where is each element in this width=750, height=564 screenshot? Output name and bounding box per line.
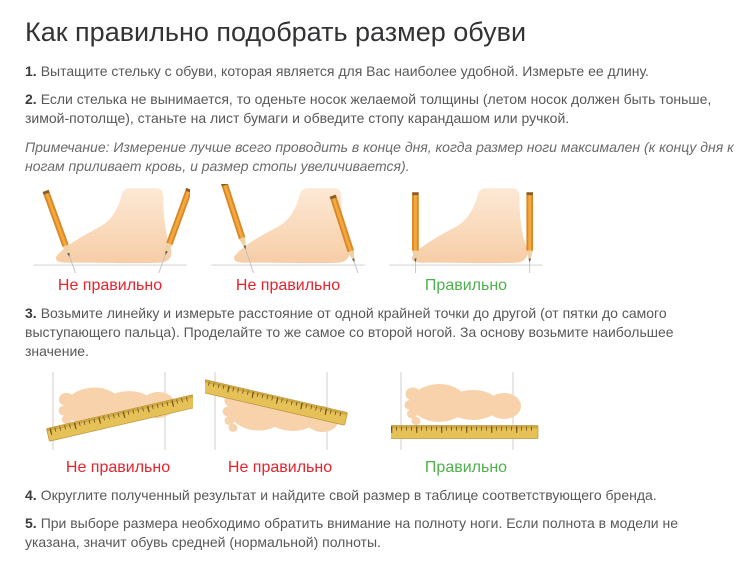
pencil-figure-wrong-tilted — [208, 184, 368, 295]
pencil-icon — [526, 192, 533, 273]
step-2 — [25, 90, 736, 128]
ruler-figure-wrong-diagonal-up — [43, 370, 193, 477]
ruler-icon — [391, 426, 538, 439]
pencil-correct-illustration — [386, 184, 546, 273]
figure-label: Не правильно — [227, 459, 333, 476]
footprint-icon — [405, 384, 522, 425]
figure-label: Не правильно — [65, 459, 171, 476]
ruler-wrong-diagonal-down-illustration — [205, 370, 355, 455]
figure-label: Не правильно — [57, 277, 163, 294]
ruler-wrong-diagonal-up-illustration — [43, 370, 193, 455]
step-4 — [25, 486, 736, 505]
step-1-number: 1. — [25, 63, 37, 79]
pencil-figure-correct — [386, 184, 546, 295]
step-5-number: 5. — [25, 515, 37, 531]
step-4-text: Округлите полученный результат и найдите свой размер в таблице соответствующего бренда. — [40, 487, 657, 503]
figure-label: Правильно — [424, 277, 508, 294]
foot-side-icon — [412, 188, 528, 263]
measurement-note: Примечание: Измерение лучше всего проводить в конце дня, когда размер ноги максимален (к концу дня к ногам приливает кровь, и размер стопы увеличивается). — [25, 139, 734, 174]
pencil-figure-wrong-inward — [30, 184, 190, 295]
step-3-text: Возьмите линейку и измерьте расстояние от одной крайней точки до другой (от пятки до самого выступающего пальца). Проделайте то же самое со второй ногой. За основу возьмите наибольшее значение. — [25, 305, 674, 359]
figure-label: Правильно — [424, 459, 508, 476]
ruler-figure-wrong-diagonal-down — [205, 370, 355, 477]
foot-side-icon — [56, 188, 172, 263]
pencil-measure-row — [25, 184, 736, 295]
step-5 — [25, 514, 736, 552]
step-3 — [25, 304, 736, 361]
step-1-text: Вытащите стельку с обуви, которая является для Вас наиболее удобной. Измерьте ее длину. — [40, 63, 649, 79]
page-title: Как правильно подобрать размер обуви — [25, 17, 527, 47]
figure-label: Не правильно — [235, 277, 341, 294]
step-1 — [25, 62, 736, 81]
ruler-figure-correct — [391, 370, 541, 477]
step-4-number: 4. — [25, 487, 37, 503]
step-2-text: Если стелька не вынимается, то оденьте носок желаемой толщины (летом носок должен быть тоньше, зимой-потолще), станьте на лист бумаги и обведите стопу карандашом или ручкой. — [25, 91, 712, 126]
step-2-number: 2. — [25, 91, 37, 107]
ruler-correct-illustration — [391, 370, 541, 455]
ruler-measure-row — [25, 370, 736, 477]
step-5-text: При выборе размера необходимо обратить внимание на полноту ноги. Если полнота в модели не указана, значит обувь средней (нормальной) полноты. — [25, 515, 678, 550]
step-3-number: 3. — [25, 305, 37, 321]
pencil-wrong-tilted-illustration — [208, 184, 368, 273]
pencil-wrong-inward-illustration — [30, 184, 190, 273]
